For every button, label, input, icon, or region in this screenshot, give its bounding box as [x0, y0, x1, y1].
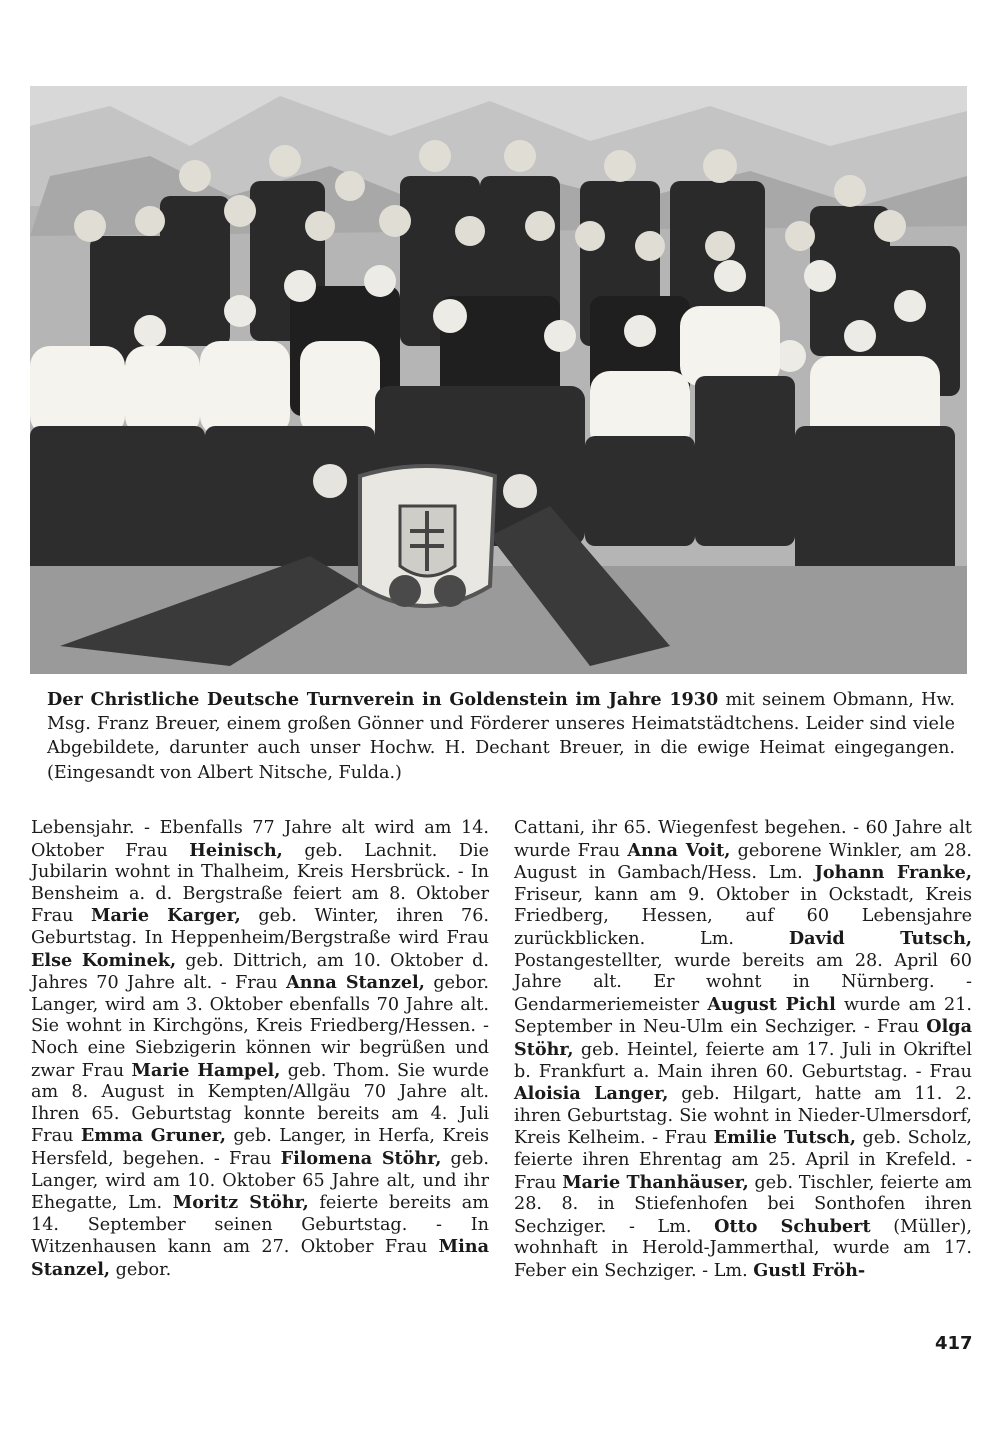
- left-col-name-7: Filomena Stöhr,: [280, 1147, 442, 1169]
- right-col-name-8: Marie Thanhäuser,: [562, 1171, 749, 1193]
- right-col-text-2: geborene Winkler, am 28. August in Gambach/Hess. Lm.: [514, 840, 972, 884]
- left-col-text-3: geb. Winter, ihren 76. Geburtstag. In Heppenheim/Bergstraße wird Frau: [31, 906, 490, 948]
- left-column: [31, 818, 489, 1281]
- right-col-text-3: Friseur, kann am 9. Oktober in Ockstadt, Kreis Friedberg, Hessen, auf 60 Lebensjahre zurückblicken. Lm.: [514, 884, 972, 949]
- right-col-name-7: Emilie Tutsch,: [713, 1127, 856, 1149]
- left-col-text-5: gebor. Langer, wird am 3. Oktober ebenfalls 70 Jahre alt. Sie wohnt in Kirchgöns, Kreis Friedberg/Hessen. - Noch eine Siebzigerin können wir begrüßen und zwar Frau: [31, 973, 489, 1081]
- right-col-text-10: (Müller), wohnhaft in Herold-Jammerthal, wurde am 17. Feber ein Sechziger. - Lm.: [514, 1216, 972, 1281]
- right-col-text-5: wurde am 21. September in Neu-Ulm ein Sechziger. - Frau: [514, 994, 972, 1038]
- right-col-text-8: geb. Scholz, feierte ihren Ehrentag am 25. April in Krefeld. - Frau: [514, 1128, 972, 1193]
- group-photo-illustration: [30, 86, 967, 674]
- left-col-name-9: Mina Stanzel,: [31, 1236, 489, 1280]
- right-col-name-3: David Tutsch,: [788, 927, 972, 949]
- right-col-text-4: Postangestellter, wurde bereits am 28. April 60 Jahre alt. Er wohnt in Nürnberg. - Gendarmeriemeister: [514, 950, 972, 1015]
- left-col-name-8: Moritz Stöhr,: [172, 1192, 309, 1214]
- left-col-name-5: Marie Hampel,: [131, 1059, 281, 1081]
- left-col-text-4: geb. Dittrich, am 10. Oktober d. Jahres 70 Jahre alt. - Frau: [31, 950, 489, 994]
- left-col-text-6: geb. Thom. Sie wurde am 8. August in Kempten/Allgäu 70 Jahre alt. Ihren 65. Geburtstag konnte bereits am 4. Juli Frau: [31, 1060, 489, 1147]
- page-number: 417: [935, 1333, 973, 1354]
- right-col-name-4: August Pichl: [707, 993, 836, 1015]
- right-col-text-9: geb. Tischler, feierte am 28. 8. in Stiefenhofen bei Sonthofen ihren Sechziger. - Lm.: [514, 1172, 972, 1237]
- left-col-text-7: geb. Langer, in Herfa, Kreis Hersfeld, begehen. - Frau: [31, 1126, 490, 1169]
- group-photo: [30, 86, 967, 674]
- right-col-name-2: Johann Franke,: [814, 862, 972, 884]
- left-col-text-2: geb. Lachnit. Die Jubilarin wohnt in Thalheim, Kreis Hersbrück. - In Bensheim a. d. Bergstraße feiert am 8. Oktober Frau: [31, 840, 489, 927]
- right-col-text-6: geb. Heintel, feierte am 17. Juli in Okriftel b. Frankfurt a. Main ihren 60. Geburtstag. - Frau: [514, 1039, 972, 1082]
- caption-text: mit seinem Obmann, Hw. Msg. Franz Breuer, einem großen Gönner und Förderer unseres Heimatstädtchens. Leider sind viele Abgebildete, darunter auch unser Hochw. H. Dechant Breuer, in die ewige Heimat eingegangen. (Eingesandt von Albert Nitsche, Fulda.): [47, 690, 955, 783]
- left-col-text-10: gebor.: [110, 1259, 172, 1280]
- left-col-name-1: Heinisch,: [189, 839, 283, 861]
- left-col-text-8: geb. Langer, wird am 10. Oktober 65 Jahre alt, und ihr Ehegatte, Lm.: [31, 1148, 489, 1214]
- right-col-name-5: Olga Stöhr,: [514, 1016, 972, 1060]
- right-col-name-9: Otto Schubert: [714, 1215, 871, 1237]
- right-col-text-7: geb. Hilgart, hatte am 11. 2. ihren Geburtstag. Sie wohnt in Nieder-Ulmersdorf, Kreis Kelheim. - Frau: [514, 1084, 972, 1149]
- left-col-text-9: feierte bereits am 14. September seinen Geburtstag. - In Witzenhausen kann am 27. Oktober Frau: [31, 1193, 489, 1258]
- left-col-text-1: Lebensjahr. - Ebenfalls 77 Jahre alt wird am 14. Oktober Frau: [31, 818, 489, 861]
- left-col-name-4: Anna Stanzel,: [286, 972, 425, 994]
- right-col-name-10: Gustl Fröh-: [753, 1259, 866, 1281]
- left-col-name-3: Else Kominek,: [31, 949, 177, 971]
- caption-title: Der Christliche Deutsche Turnverein in Goldenstein im Jahre 1930: [47, 689, 719, 710]
- left-col-name-6: Emma Gruner,: [80, 1125, 226, 1147]
- left-col-name-2: Marie Karger,: [91, 905, 241, 927]
- right-col-name-6: Aloisia Langer,: [514, 1083, 669, 1105]
- photo-caption: [47, 688, 955, 785]
- right-column: [514, 818, 972, 1282]
- right-col-text-1: Cattani, ihr 65. Wiegenfest begehen. - 60 Jahre alt wurde Frau: [514, 818, 972, 861]
- right-col-name-1: Anna Voit,: [627, 839, 731, 861]
